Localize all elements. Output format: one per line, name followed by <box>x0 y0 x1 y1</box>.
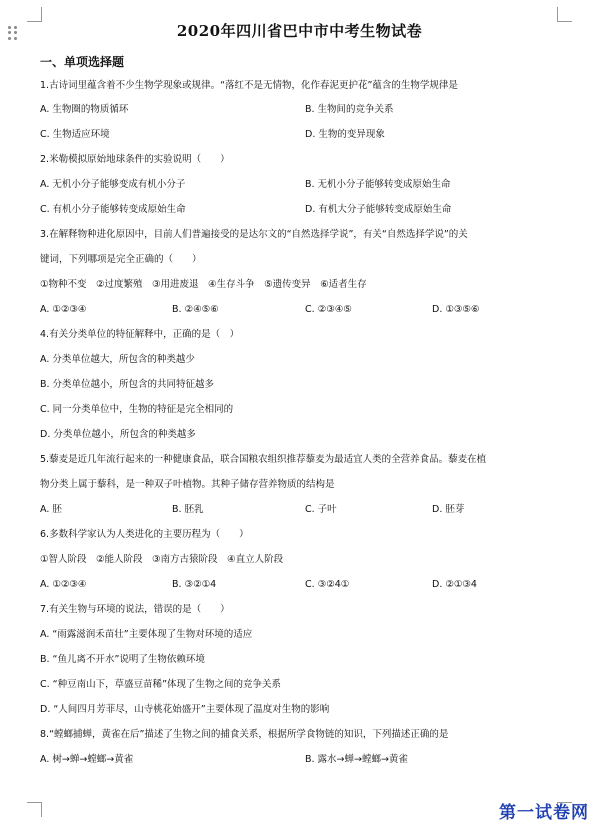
question-6-option-d: D. ②①③4 <box>432 579 477 590</box>
question-7-option-d: D. “人间四月芳菲尽，山寺桃花始盛开”主要体现了温度对生物的影响 <box>40 704 330 715</box>
question-5-option-b: B. 胚乳 <box>172 504 204 515</box>
question-6-stem: 6.多数科学家认为人类进化的主要历程为（ ） <box>40 529 249 540</box>
site-watermark: 第一试卷网 <box>499 803 589 823</box>
question-8-stem: 8.“螳螂捕蝉，黄雀在后”描述了生物之间的捕食关系，根据所学食物链的知识，下列描述正确的是 <box>40 729 449 740</box>
question-4-option-a: A. 分类单位越大，所包含的种类越少 <box>40 354 195 365</box>
question-6-option-b: B. ③②①4 <box>172 579 217 590</box>
question-5-stem: 5.藜麦是近几年流行起来的一种健康食品，联合国粮农组织推荐藜麦为最适宜人类的全营养食品。藜麦在植 <box>40 454 487 465</box>
question-2-option-c: C. 有机小分子能够转变成原始生命 <box>40 204 186 215</box>
question-5-stem: 物分类上属于藜科，是一种双子叶植物。其种子储存营养物质的结构是 <box>40 479 335 490</box>
question-3-option-c: C. ②③④⑤ <box>305 304 352 315</box>
question-3-stem: 3.在解释物种进化原因中，目前人们普遍接受的是达尔文的“自然选择学说”，有关“自然选择学说”的关 <box>40 229 468 240</box>
question-3-option-b: B. ②④⑤⑥ <box>172 304 219 315</box>
question-7-option-c: C. “种豆南山下，草盛豆苗稀”体现了生物之间的竞争关系 <box>40 679 282 690</box>
question-7-stem: 7.有关生物与环境的说法，错误的是（ ） <box>40 604 230 615</box>
page-corner-mark <box>27 802 42 817</box>
question-2-stem: 2.米勒模拟原始地球条件的实验说明（ ） <box>40 154 230 165</box>
question-8-option-b: B. 露水→蝉→螳螂→黄雀 <box>305 754 408 765</box>
question-6-items: ①智人阶段 ②能人阶段 ③南方古猿阶段 ④直立人阶段 <box>40 554 284 565</box>
question-6-option-c: C. ③②4① <box>305 579 350 590</box>
section-heading: 一、单项选择题 <box>40 55 125 69</box>
question-4-option-b: B. 分类单位越小，所包含的共同特征越多 <box>40 379 215 390</box>
question-5-option-a: A. 胚 <box>40 504 62 515</box>
page-title: 2020年四川省巴中市中考生物试卷 <box>176 22 423 40</box>
question-3-stem: 键词，下列哪项是完全正确的（ ） <box>40 254 202 265</box>
question-1-stem: 1.古诗词里蕴含着不少生物学现象或规律。“落红不是无情物，化作春泥更护花”蕴含的生物学规律是 <box>40 80 458 91</box>
question-1-option-c: C. 生物适应环境 <box>40 129 110 140</box>
question-2-option-d: D. 有机大分子能够转变成原始生命 <box>305 204 452 215</box>
question-6-option-a: A. ①②③④ <box>40 579 87 590</box>
question-5-option-c: C. 子叶 <box>305 504 337 515</box>
question-5-option-d: D. 胚芽 <box>432 504 465 515</box>
question-8-option-a: A. 树→蝉→螳螂→黄雀 <box>40 754 134 765</box>
question-3-option-a: A. ①②③④ <box>40 304 87 315</box>
question-4-option-d: D. 分类单位越小，所包含的种类越多 <box>40 429 196 440</box>
question-7-option-b: B. “鱼儿离不开水”说明了生物依赖环境 <box>40 654 205 665</box>
question-3-items: ①物种不变 ②过度繁殖 ③用进废退 ④生存斗争 ⑤遗传变异 ⑥适者生存 <box>40 279 367 290</box>
question-4-stem: 4.有关分类单位的特征解释中，正确的是（ ） <box>40 329 240 340</box>
question-2-option-b: B. 无机小分子能够转变成原始生命 <box>305 179 451 190</box>
question-3-option-d: D. ①③⑤⑥ <box>432 304 480 315</box>
question-4-option-c: C. 同一分类单位中，生物的特征是完全相同的 <box>40 404 234 415</box>
question-1-option-d: D. 生物的变异现象 <box>305 129 385 140</box>
question-2-option-a: A. 无机小分子能够变成有机小分子 <box>40 179 186 190</box>
question-7-option-a: A. “雨露滋润禾苗壮”主要体现了生物对环境的适应 <box>40 629 253 640</box>
question-1-option-b: B. 生物间的竞争关系 <box>305 104 394 115</box>
question-1-option-a: A. 生物圈的物质循环 <box>40 104 129 115</box>
